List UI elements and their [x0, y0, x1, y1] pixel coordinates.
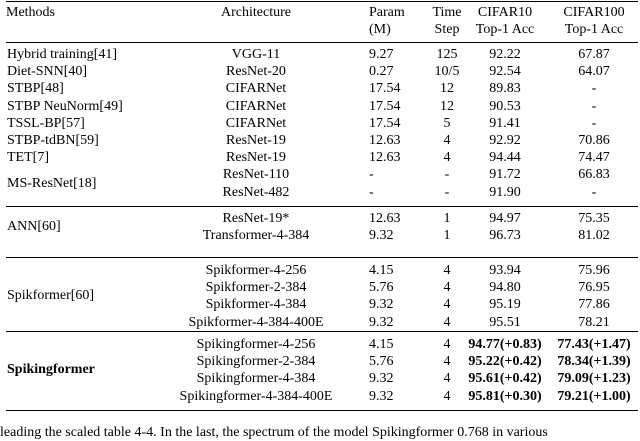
param-cell: 9.32: [369, 388, 394, 404]
cifar10-cell: 95.81(+0.30): [468, 388, 542, 404]
timestep-cell: 4: [443, 388, 451, 404]
cifar10-cell: 94.44: [489, 150, 521, 166]
timestep-cell: -: [444, 184, 450, 200]
architecture-cell: ResNet-19*: [222, 211, 290, 226]
header-cifar100: CIFAR100: [563, 5, 625, 20]
cifar10-cell: 94.77(+0.83): [468, 337, 542, 352]
method-name: TET[7]: [7, 150, 49, 166]
group-rule: [6, 331, 638, 332]
cifar10-cell: 92.92: [489, 133, 521, 148]
architecture-cell: ResNet-19: [226, 133, 286, 148]
timestep-cell: 4: [443, 337, 451, 352]
timestep-cell: 4: [443, 314, 451, 330]
cifar100-cell: 64.07: [578, 64, 610, 80]
top-rule: [6, 1, 638, 2]
timestep-cell: 12: [440, 81, 454, 97]
param-cell: 17.54: [369, 115, 401, 131]
header-param: Param: [369, 5, 405, 20]
group-method-label: ANN[60]: [7, 219, 61, 235]
architecture-cell: Spikformer-4-384-400E: [188, 314, 324, 330]
bottom-rule: [6, 410, 638, 411]
timestep-cell: -: [444, 167, 450, 183]
param-cell: 12.63: [369, 211, 401, 226]
param-cell: 9.32: [369, 371, 394, 387]
architecture-cell: Transformer-4-384: [202, 228, 310, 244]
architecture-cell: Spikingformer-4-384: [196, 371, 316, 387]
method-name: Diet-SNN[40]: [7, 64, 88, 80]
header-cifar10: CIFAR10: [477, 5, 533, 20]
header-param-unit: (M): [369, 22, 391, 37]
method-name: TSSL-BP[57]: [7, 115, 85, 131]
group-method-label: Spikingformer: [7, 362, 95, 378]
param-cell: 9.32: [369, 297, 394, 313]
method-name: STBP NeuNorm[49]: [7, 98, 123, 114]
cifar100-cell: 66.83: [578, 167, 610, 183]
cifar10-cell: 95.61(+0.42): [468, 371, 542, 387]
cifar10-cell: 91.72: [489, 167, 521, 183]
timestep-cell: 4: [443, 297, 451, 313]
header-step: Step: [434, 22, 460, 37]
cifar10-cell: 96.73: [489, 228, 521, 244]
architecture-cell: CIFARNet: [225, 81, 287, 97]
param-cell: 5.76: [369, 354, 394, 370]
cifar100-cell: 67.87: [578, 47, 610, 62]
param-cell: 5.76: [369, 280, 394, 296]
cifar10-cell: 95.51: [489, 314, 521, 330]
header-cifar100-acc: Top-1 Acc: [564, 22, 624, 37]
header-rule: [6, 42, 638, 43]
architecture-cell: Spikformer-2-384: [205, 280, 307, 296]
cifar100-cell: 78.21: [578, 314, 610, 330]
cifar10-cell: 94.97: [489, 211, 521, 226]
cifar10-cell: 92.54: [489, 64, 521, 80]
timestep-cell: 12: [440, 98, 454, 114]
header-cifar10-acc: Top-1 Acc: [475, 22, 535, 37]
architecture-cell: ResNet-19: [226, 150, 286, 166]
cifar100-cell: -: [591, 98, 597, 114]
architecture-cell: ResNet-20: [226, 64, 286, 80]
cifar100-cell: 78.34(+1.39): [557, 354, 631, 370]
cifar10-cell: 91.41: [489, 115, 521, 131]
timestep-cell: 4: [443, 263, 451, 278]
cifar100-cell: -: [591, 115, 597, 131]
group-rule: [6, 206, 638, 207]
header-architecture: Architecture: [221, 5, 291, 20]
timestep-cell: 4: [443, 133, 451, 148]
method-name: MS-ResNet[18]: [7, 176, 97, 191]
cifar10-cell: 93.94: [489, 263, 521, 278]
cifar10-cell: 94.80: [489, 280, 521, 296]
timestep-cell: 1: [443, 228, 451, 244]
param-cell: 17.54: [369, 98, 401, 114]
architecture-cell: VGG-11: [231, 47, 281, 62]
param-cell: 9.32: [369, 228, 394, 244]
architecture-cell: Spikingformer-4-384-400E: [179, 388, 333, 404]
group-rule: [6, 257, 638, 258]
cifar100-cell: 70.86: [578, 133, 610, 148]
cifar100-cell: -: [591, 184, 597, 200]
timestep-cell: 4: [443, 280, 451, 296]
cifar100-cell: 79.21(+1.00): [557, 388, 631, 404]
cifar100-cell: 77.43(+1.47): [557, 337, 631, 352]
param-cell: 17.54: [369, 81, 401, 97]
param-cell: -: [369, 184, 374, 200]
param-cell: 9.27: [369, 47, 394, 62]
cifar100-cell: -: [591, 81, 597, 97]
cifar100-cell: 81.02: [578, 228, 610, 244]
method-name: STBP[48]: [7, 81, 64, 97]
architecture-cell: Spikingformer-2-384: [196, 354, 316, 370]
cifar100-cell: 74.47: [578, 150, 610, 166]
timestep-cell: 4: [443, 150, 451, 166]
header-time: Time: [432, 5, 462, 20]
method-name: Hybrid training[41]: [7, 47, 118, 62]
architecture-cell: ResNet-482: [222, 184, 290, 200]
timestep-cell: 4: [443, 371, 451, 387]
method-name: STBP-tdBN[59]: [7, 133, 99, 148]
architecture-cell: Spikformer-4-384: [205, 297, 307, 313]
timestep-cell: 10/5: [434, 64, 460, 80]
cifar10-cell: 92.22: [489, 47, 521, 62]
caption-text-fragment: leading the scaled table 4-4. In the last, the spectrum of the model Spikingformer 0.768 in various: [0, 425, 548, 440]
timestep-cell: 1: [443, 211, 451, 226]
param-cell: 12.63: [369, 150, 401, 166]
param-cell: 0.27: [369, 64, 394, 80]
param-cell: -: [369, 167, 374, 183]
architecture-cell: CIFARNet: [225, 115, 287, 131]
group-method-label: Spikformer[60]: [7, 288, 95, 304]
param-cell: 9.32: [369, 314, 394, 330]
cifar100-cell: 76.95: [578, 280, 610, 296]
param-cell: 4.15: [369, 263, 394, 278]
cifar10-cell: 89.83: [489, 81, 521, 97]
cifar100-cell: 75.35: [578, 211, 610, 226]
cifar100-cell: 75.96: [578, 263, 610, 278]
param-cell: 4.15: [369, 337, 394, 352]
cifar10-cell: 90.53: [489, 98, 521, 114]
cifar100-cell: 77.86: [578, 297, 610, 313]
cifar100-cell: 79.09(+1.23): [557, 371, 631, 387]
cifar10-cell: 95.22(+0.42): [468, 354, 542, 370]
architecture-cell: Spikformer-4-256: [205, 263, 307, 278]
timestep-cell: 5: [443, 115, 451, 131]
header-methods: Methods: [6, 5, 55, 20]
param-cell: 12.63: [369, 133, 401, 148]
architecture-cell: CIFARNet: [225, 98, 287, 114]
timestep-cell: 4: [443, 354, 451, 370]
cifar10-cell: 91.90: [489, 184, 521, 200]
architecture-cell: Spikingformer-4-256: [196, 337, 316, 352]
timestep-cell: 125: [436, 47, 458, 62]
architecture-cell: ResNet-110: [222, 167, 290, 183]
cifar10-cell: 95.19: [489, 297, 521, 313]
